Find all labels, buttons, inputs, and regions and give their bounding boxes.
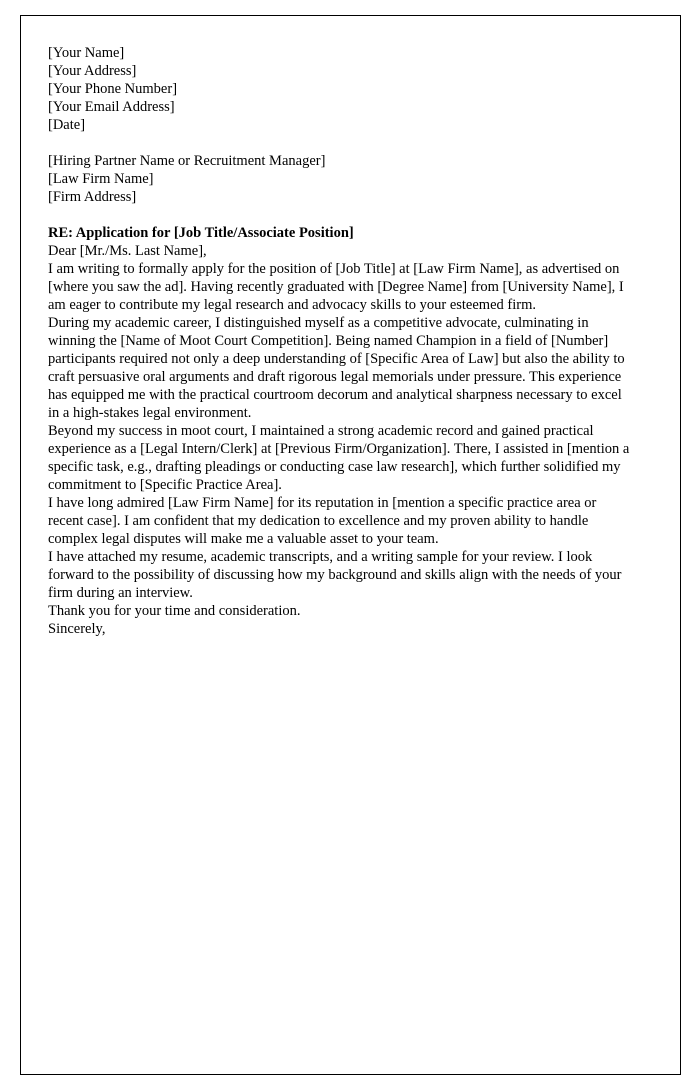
- paragraph-firm-admiration: I have long admired [Law Firm Name] for its reputation in [mention a specific practice area or recent case]. I am confident that my dedication to excellence and my proven ability to handle complex legal disputes will make me a valuable asset to your team.: [48, 495, 597, 547]
- recipient-firm: [Law Firm Name]: [48, 171, 154, 187]
- sender-name: [Your Name]: [48, 45, 125, 61]
- recipient-address: [Firm Address]: [48, 189, 137, 205]
- salutation: Dear [Mr./Ms. Last Name],: [48, 243, 207, 259]
- paragraph-thanks: Thank you for your time and consideration.: [48, 603, 301, 619]
- letter-page: [20, 15, 681, 1075]
- cover-letter-document: [21, 16, 680, 678]
- letter-date: [Date]: [48, 117, 86, 133]
- sender-email: [Your Email Address]: [48, 99, 175, 115]
- sender-address: [Your Address]: [48, 63, 137, 79]
- paragraph-attachments: I have attached my resume, academic transcripts, and a writing sample for your review. I look forward to the possibility of discussing how my background and skills align with the needs of your firm during an interview.: [48, 549, 622, 601]
- subject-line: RE: Application for [Job Title/Associate Position]: [48, 225, 354, 241]
- sender-phone: [Your Phone Number]: [48, 81, 178, 97]
- sender-block: [48, 44, 634, 134]
- recipient-block: [48, 152, 634, 206]
- paragraph-moot-court: During my academic career, I distinguished myself as a competitive advocate, culminating in winning the [Name of Moot Court Competition]. Being named Champion in a field of [Number] participants required not only a deep understanding of [Specific Area of Law] but also the ability to craft persuasive oral arguments and draft rigorous legal memorials under pressure. This experience has equipped me with the practical courtroom decorum and analytical sharpness necessary to excel in a high-stakes legal environment.: [48, 315, 625, 421]
- paragraph-experience: Beyond my success in moot court, I maintained a strong academic record and gained practical experience as a [Legal Intern/Clerk] at [Previous Firm/Organization]. There, I assisted in [mention a specific task, e.g., drafting pleadings or conducting case law research], which further solidified my commitment to [Specific Practice Area].: [48, 423, 630, 493]
- closing: Sincerely,: [48, 621, 106, 637]
- paragraph-introduction: I am writing to formally apply for the position of [Job Title] at [Law Firm Name], as advertised on [where you saw the ad]. Having recently graduated with [Degree Name] from [University Name], I am eager to contribute my legal research and advocacy skills to your esteemed firm.: [48, 261, 624, 313]
- recipient-contact: [Hiring Partner Name or Recruitment Manager]: [48, 153, 326, 169]
